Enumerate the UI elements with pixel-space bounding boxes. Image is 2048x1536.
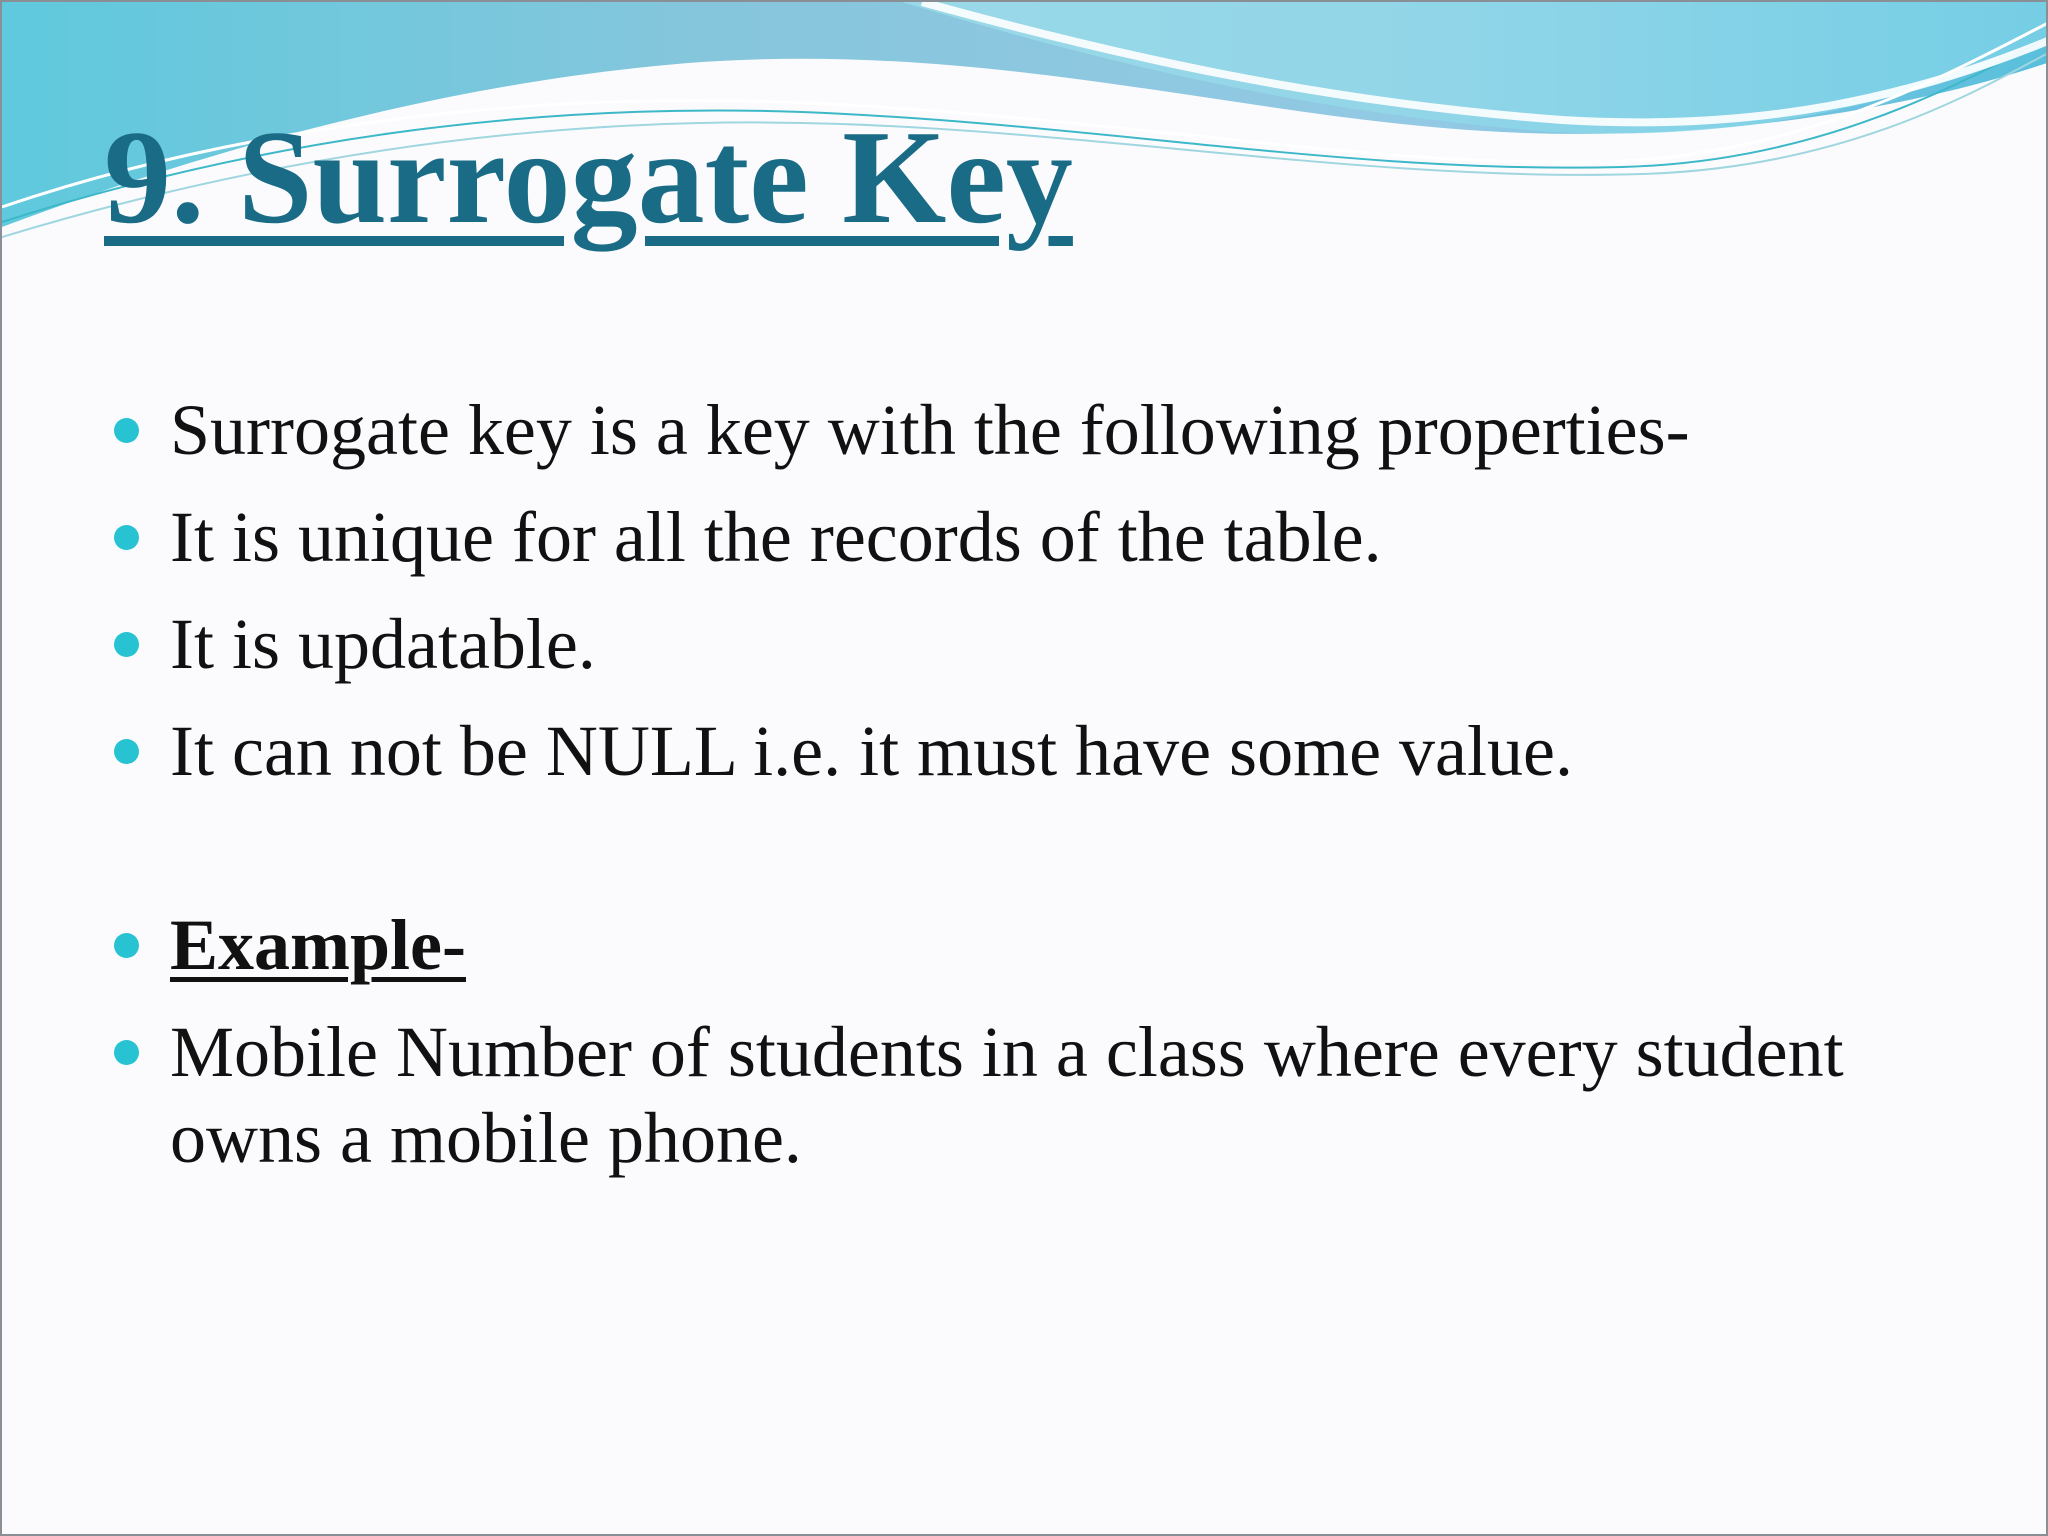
bullet-text: It is unique for all the records of the table. xyxy=(170,497,1382,577)
bullet-dot-icon xyxy=(114,739,139,764)
bullet-item xyxy=(114,494,1934,580)
bullet-item-example-heading xyxy=(114,902,1934,988)
bullet-dot-icon xyxy=(114,418,139,443)
bullet-text: It is updatable. xyxy=(170,604,596,684)
bullet-item xyxy=(114,708,1934,794)
bullet-dot-icon xyxy=(114,1040,139,1065)
bullet-item xyxy=(114,1009,1934,1181)
bullet-item xyxy=(114,387,1934,473)
bullet-text: Mobile Number of students in a class where every student owns a mobile phone. xyxy=(170,1012,1844,1178)
bullet-list xyxy=(114,387,1934,1202)
bullet-text: It can not be NULL i.e. it must have some value. xyxy=(170,711,1573,791)
bullet-dot-icon xyxy=(114,933,139,958)
slide-title: 9. Surrogate Key xyxy=(104,103,1073,251)
bullet-item xyxy=(114,601,1934,687)
bullet-dot-icon xyxy=(114,525,139,550)
example-heading: Example- xyxy=(170,905,466,985)
bullet-dot-icon xyxy=(114,632,139,657)
bullet-text: Surrogate key is a key with the following properties- xyxy=(170,390,1690,470)
